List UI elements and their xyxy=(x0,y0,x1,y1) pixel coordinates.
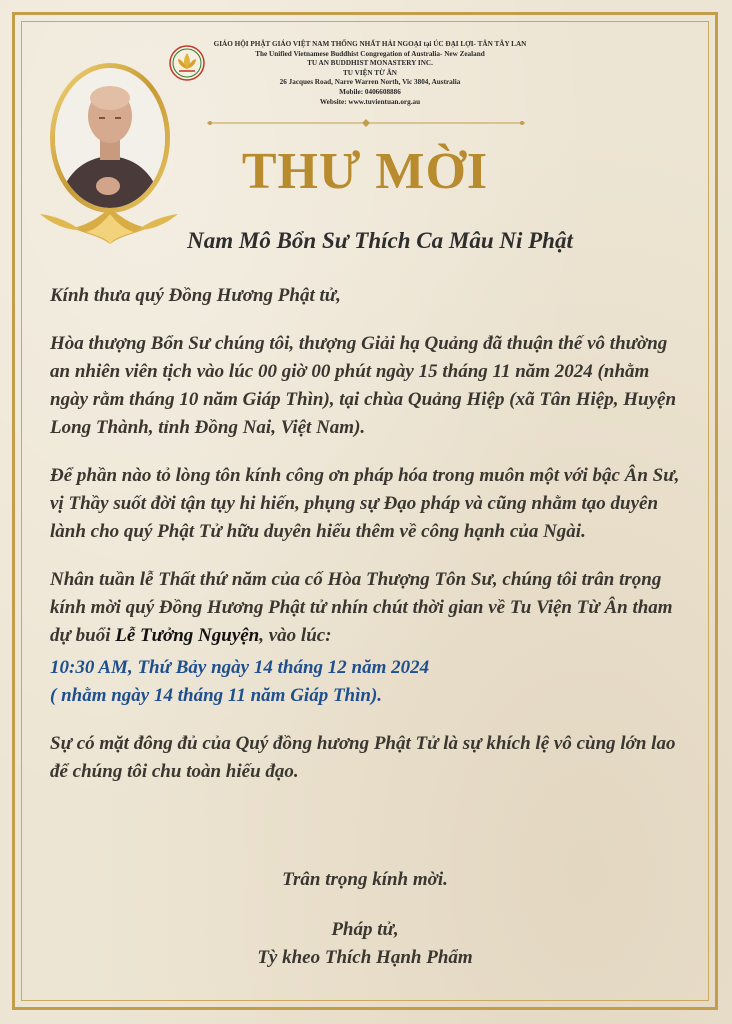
closing-salutation: Trân trọng kính mời. xyxy=(282,869,448,890)
invitation-title: THƯ MỜI xyxy=(241,143,489,200)
event-datetime xyxy=(50,654,690,710)
invitation-text-end: , vào lúc: xyxy=(259,625,332,646)
header-congregation-vn: GIÁO HỘI PHẬT GIÁO VIỆT NAM THỐNG NHẤT HẢI NGOẠI tại ÚC ĐẠI LỢI- TÂN TÂY LAN xyxy=(213,40,527,48)
header-congregation-en: The Unified Vietnamese Buddhist Congregation of Australia- New Zealand xyxy=(255,49,485,58)
invitation-text: Nhân tuần lễ Thất thứ năm của cố Hòa Thượng Tôn Sư, chúng tôi trân trọng kính mời quý Đồng Hương Phật tử nhín chút thời gian về Tu Viện Từ Ân tham dự buổi xyxy=(50,569,673,646)
header-mobile: Mobile: 0406608886 xyxy=(339,87,401,96)
event-date-solar: 10:30 AM, Thứ Bảy ngày 14 tháng 12 năm 2024 xyxy=(50,657,430,678)
invocation-subtitle: Nam Mô Bổn Sư Thích Ca Mâu Ni Phật xyxy=(187,228,573,253)
header-address: 26 Jacques Road, Narre Warren North, Vic 3804, Australia xyxy=(279,78,461,87)
signature-title: Pháp tử, xyxy=(331,919,399,940)
invitation-paragraph xyxy=(50,566,690,650)
event-name: Lễ Tưởng Nguyện xyxy=(115,625,260,646)
header-monastery-en: TU AN BUDDHIST MONASTERY INC. xyxy=(307,59,433,68)
header-monastery-vn: TU VIỆN TỪ ÂN xyxy=(343,68,397,77)
monastery-header xyxy=(210,40,530,107)
signature-name: Tỳ kheo Thích Hạnh Phẩm xyxy=(257,947,473,968)
header-divider xyxy=(207,118,525,128)
tribute-paragraph: Để phần nào tỏ lòng tôn kính công ơn pháp hóa trong muôn một với bậc Ân Sư, vị Thầy suốt đời tận tụy hi hiến, phụng sự Đạo pháp và cũng nhằm tạo duyên lành cho quý Phật Tử hữu duyên hiểu thêm về công hạnh của Ngài. xyxy=(50,465,680,542)
letter-body xyxy=(50,282,690,786)
announcement-paragraph: Hòa thượng Bổn Sư chúng tôi, thượng Giải hạ Quảng đã thuận thế vô thường an nhiên viên tịch vào lúc 00 giờ 00 phút ngày 15 tháng 11 năm 2024 (nhằm ngày rằm tháng 10 năm Giáp Thìn), tại chùa Quảng Hiệp (xã Tân Hiệp, Huyện Long Thành, tỉnh Đồng Nai, Việt Nam). xyxy=(50,333,677,438)
event-date-lunar: ( nhằm ngày 14 tháng 11 năm Giáp Thìn). xyxy=(50,685,383,706)
header-website: Website: www.tuvientuan.org.au xyxy=(319,97,421,106)
greeting: Kính thưa quý Đồng Hương Phật tử, xyxy=(50,285,341,306)
closing-paragraph: Sự có mặt đông đủ của Quý đồng hương Phật Tử là sự khích lệ vô cùng lớn lao để chúng tôi chu toàn hiếu đạo. xyxy=(50,733,676,782)
monk-portrait xyxy=(36,58,182,244)
